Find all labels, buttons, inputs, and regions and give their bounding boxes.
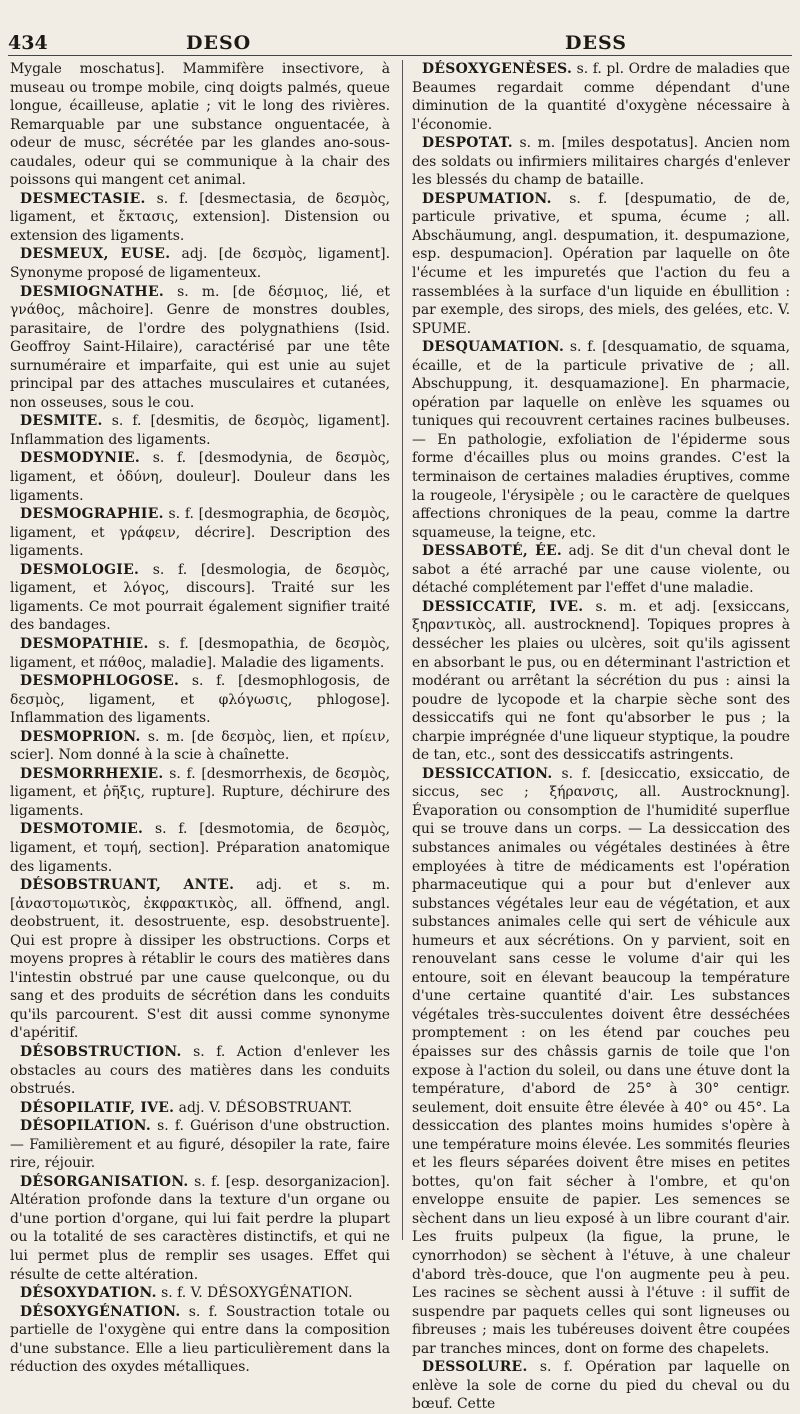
entry-headword: DESMIOGNATHE. <box>20 283 164 300</box>
entry-headword: DESSABOTÉ, ÉE. <box>422 543 563 560</box>
entry-definition: s. f. [desiccatio, exsiccatio, de siccus, sec ; ξήρανσις, all. Austrocknung]. Évaporation ou consomption de l'humidité superflue qui se trouve dans un corps. — La dessiccation des substances animales ou végétales destinées à être employées à titre de médicaments est l'opération pharmaceutique qui a pour but d'enlever aux substances végétales leur eau de végétation, et aux substances animales celle qui sert de véhicule aux humeurs et aux sécrétions. On y parvient, soit en renouvelant sans cesse le volume d'air qui les entoure, soit en élevant beaucoup la température d'une certaine quantité d'air. Les substances végétales très-succulentes doivent être desséchées promptement : on les étend par couches peu épaisses sur des châssis garnis de toile que l'on expose à l'action du soleil, ou dans une étuve dont la température, d'abord de 25° à 30° centigr. seulement, doit ensuite être élevée à 40° ou 45°. La dessiccation des plantes moins humides s'opère à une température moins élevée. Les sommités fleuries et les fleurs séparées doivent être mises en petites bottes, qu'on fait sécher à l'ombre, et qu'on enveloppe ensuite de papier. Les semences se sèchent dans un lieu exposé à un libre courant d'air. Les fruits pulpeux (la figue, la prune, le cynorrhodon) se sèchent à l'étuve, à une chaleur d'abord très-douce, que l'on augmente peu à peu. Les racines se sèchent aussi à l'étuve : il suffit de suspendre par paquets celles qui sont ligneuses ou fibreuses ; mais les tubéreuses doivent être coupées par tranches minces, dont on forme des chapelets. <box>412 765 790 1357</box>
entry-headword: DESQUAMATION. <box>422 339 565 356</box>
entry-definition: s. f. [desmopathia, de δεσμὸς, ligament, et πάθος, maladie]. Maladie des ligaments. <box>10 635 390 671</box>
entry-definition: s. f. [esp. desorganizacion]. Altération profonde dans la texture d'un organe ou d'une portion d'organe, qui lui fait perdre la plupart ou la totalité de ses caractères distinctifs, et qui ne lui permet plus de remplir ses usages. Effet qui résulte de cette altération. <box>10 1173 390 1283</box>
entry-definition: s. f. Opération par laquelle on enlève la sole de corne du pied du cheval ou du bœuf. Cette <box>412 1359 790 1413</box>
dictionary-entry <box>10 1303 390 1377</box>
entry-definition: adj. [de δεσμὸς, ligament]. Synonyme proposé de ligamenteux. <box>10 246 390 282</box>
entry-definition: s. f. [desmophlogosis, de δεσμὸς, ligament, et φλόγωσις, phlogose]. Inflammation des ligaments. <box>10 673 390 727</box>
entry-definition: s. f. [desmitis, de δεσμὸς, ligament]. Inflammation des ligaments. <box>10 413 390 448</box>
entry-headword: DESSOLURE. <box>422 1359 528 1376</box>
entry-definition: s. f. Guérison d'une obstruction. — Familièrement et au figuré, désopiler la rate, faire rire, réjouir. <box>10 1118 390 1172</box>
entry-headword: DESMOLOGIE. <box>20 561 140 578</box>
dictionary-entry <box>10 561 390 635</box>
entry-headword: DÉSOPILATIF, IVE. <box>20 1099 175 1116</box>
dictionary-entry <box>10 728 390 765</box>
entry-definition: s. f. [desmographia, de δεσμὸς, ligament, et γράφειν, décrire]. Description des ligaments. <box>10 506 390 560</box>
entry-definition: s. f. [desmologia, de δεσμὸς, ligament, et λόγος, discours]. Traité sur les ligaments. Ce mot pourrait également signifier traité des bandages. <box>10 561 390 634</box>
entry-headword: DESSICCATION. <box>422 765 553 782</box>
dictionary-entry <box>10 412 390 449</box>
dictionary-entry <box>412 60 790 134</box>
entry-definition: s. f. [desmorrhexis, de δεσμὸς, ligament, et ῥῆξις, rupture]. Rupture, déchirure des ligaments. <box>10 765 390 819</box>
entry-headword: DESMEUX, EUSE. <box>20 246 171 263</box>
entry-definition: s. m. [de δεσμὸς, lien, et πρίειν, scier]. Nom donné à la scie à chaînette. <box>10 728 390 764</box>
entry-definition: adj. Se dit d'un cheval dont le sabot a été arraché par une cause violente, ou détaché complétement par l'effet d'une maladie. <box>412 543 790 597</box>
left-column <box>10 60 390 1376</box>
right-running-head: DESS <box>565 32 627 54</box>
dictionary-entry <box>412 542 790 598</box>
dictionary-entry <box>10 1173 390 1284</box>
entry-definition: s. f. [desquamatio, de squama, écaille, et de la particule privative de ; all. Abschuppung, it. desquamazione]. En pharmacie, opération par laquelle on enlève les squames ou tuniques qui recouvrent certaines racines bulbeuses. — En pathologie, exfoliation de l'épiderme sous forme d'écailles plus ou moins grandes. C'est la terminaison de certaines maladies éruptives, comme la rougeole, l'érysipèle ; ou le caractère de quelques affections chroniques de la peau, comme la dartre squameuse, la teigne, etc. <box>412 339 790 541</box>
entry-headword: DÉSOXYGÉNATION. <box>20 1303 181 1320</box>
entry-definition: s. f. [desmotomia, de δεσμὸς, ligament, et τομή, section]. Préparation anatomique des ligaments. <box>10 821 390 875</box>
entry-definition: s. f. Action d'enlever les obstacles au cours des matières dans les conduits obstrués. <box>10 1043 390 1098</box>
page-number: 434 <box>8 32 48 54</box>
entry-definition: s. f. [desmodynia, de δεσμὸς, ligament, et ὀδύνη, douleur]. Douleur dans les ligaments. <box>10 450 390 504</box>
entry-definition: s. m. [miles despotatus]. Ancien nom des soldats ou infirmiers militaires chargés d'enlever les blessés du champ de bataille. <box>412 135 790 189</box>
dictionary-entry <box>412 134 790 190</box>
entry-definition: Mygale moschatus]. Mammifère insectivore, à museau ou trompe mobile, cinq doigts palmés, queue longue, écailleuse, aplatie ; vit le long des rivières. Remarquable par une substance onguentacée, à odeur de musc, sécrétée par les glandes ano-sous-caudales, odeur qui se communique à la chair des poissons qui mangent cet animal. <box>10 61 390 189</box>
dictionary-entry <box>412 1358 790 1414</box>
dictionary-entry <box>412 338 790 542</box>
entry-definition: s. f. [despumatio, de de, particule privative, et spuma, écume ; all. Abschäumung, angl. despumation, it. despumazione, esp. despumacion]. Opération par laquelle on ôte l'écume et les impuretés que l'action du feu a rassemblées à la surface d'un liquide en ébullition : par exemple, des sirops, des miels, des gelées, etc. V. SPUME. <box>412 190 790 337</box>
dictionary-entry <box>10 1043 390 1099</box>
dictionary-entry <box>10 505 390 561</box>
entry-definition: s. f. pl. Ordre de maladies que Beaumes regardait comme dépendant d'une diminution de la quantité d'oxygène nécessaire à l'économie. <box>412 61 790 133</box>
dictionary-entry <box>10 876 390 1043</box>
entry-headword: DÉSORGANISATION. <box>20 1173 189 1190</box>
entry-definition: s. f. [desmectasia, de δεσμὸς, ligament, et ἔκτασις, extension]. Distension ou extension des ligaments. <box>10 190 390 244</box>
dictionary-entry <box>10 283 390 413</box>
entry-headword: DÉSOBSTRUANT, ANTE. <box>20 877 235 894</box>
left-running-head: DESO <box>186 32 252 54</box>
dictionary-entry <box>10 245 390 282</box>
entry-definition: s. m. [de δέσμιος, lié, et γνάθος, mâchoire]. Genre de monstres doubles, parasitaire, de l'ordre des polygnathiens (Isid. Geoffroy Saint-Hilaire), caractérisé par une tête surnuméraire et imparfaite, qui est unie au sujet principal par des attaches musculaires et cutanées, non osseuses, sous le cou. <box>10 283 390 411</box>
entry-headword: DÉSOXYDATION. <box>20 1285 157 1302</box>
dictionary-entry <box>10 1117 390 1173</box>
dictionary-entry <box>412 765 790 1359</box>
right-column <box>412 60 790 1413</box>
dictionary-entry <box>10 765 390 821</box>
dictionary-entry <box>10 820 390 876</box>
entry-headword: DESMOTOMIE. <box>20 821 144 838</box>
entry-headword: DESMOPHLOGOSE. <box>20 673 180 690</box>
entry-definition: s. m. et adj. [exsiccans, ξηραντικὸς, all. austrocknend]. Topiques propres à dessécher les plaies ou ulcères, soit qu'ils agissent en absorbant le pus, ou en déterminant l'astriction et modérant ou arrêtant la sécrétion du pus : ainsi la poudre de lycopode et la charpie sèche sont des dessiccatifs qui ne font qu'absorber le pus ; la charpie imprégnée d'une liqueur styptique, la poudre de tan, etc., sont des dessiccatifs astringents. <box>412 598 790 764</box>
entry-headword: DESMOPRION. <box>20 728 141 745</box>
entry-headword: DESMOGRAPHIE. <box>20 506 164 523</box>
entry-headword: DESSICCATIF, IVE. <box>422 598 584 615</box>
dictionary-entry <box>10 1099 390 1118</box>
entry-headword: DESMECTASIE. <box>20 190 146 207</box>
entry-headword: DÉSOBSTRUCTION. <box>20 1043 182 1060</box>
entry-headword: DESMITE. <box>20 413 103 430</box>
entry-headword: DESPOTAT. <box>422 135 513 152</box>
dictionary-entry <box>10 1284 390 1303</box>
page-header <box>0 26 800 62</box>
entry-definition: adj. et s. m. [ἀναστομωτικὸς, ἐκφρακτικὸς, all. öffnend, angl. deobstruent, it. desostruente, esp. desobstruente]. Qui est propre à dissiper les obstructions. Corps et moyens propres à rétablir le cours des matières dans l'intestin obstrué par une cause quelconque, ou du sang et des produits de sécrétion dans les conduits qu'ils parcourent. S'est dit aussi comme synonyme d'apéritif. <box>10 877 390 1042</box>
entry-definition: s. f. Soustraction totale ou partielle de l'oxygène qui entre dans la composition d'une substance. Elle a lieu particulièrement dans la réduction des oxydes métalliques. <box>10 1303 390 1376</box>
dictionary-entry <box>10 449 390 505</box>
dictionary-entry <box>10 60 390 190</box>
column-divider <box>402 60 403 1240</box>
dictionary-entry <box>412 598 790 765</box>
entry-headword: DÉSOPILATION. <box>20 1118 151 1135</box>
dictionary-entry <box>412 190 790 338</box>
entry-definition: s. f. V. DÉSOXYGÉNATION. <box>156 1285 353 1302</box>
dictionary-entry <box>10 190 390 246</box>
entry-headword: DESMODYNIE. <box>20 450 141 467</box>
entry-headword: DESMORRHEXIE. <box>20 765 164 782</box>
entry-headword: DESMOPATHIE. <box>20 635 149 652</box>
header-rule <box>8 55 792 56</box>
dictionary-entry <box>10 672 390 728</box>
entry-headword: DÉSOXYGENÈSES. <box>422 61 573 77</box>
entry-definition: adj. V. DÉSOBSTRUANT. <box>174 1099 353 1116</box>
entry-headword: DESPUMATION. <box>422 190 552 207</box>
dictionary-entry <box>10 635 390 672</box>
